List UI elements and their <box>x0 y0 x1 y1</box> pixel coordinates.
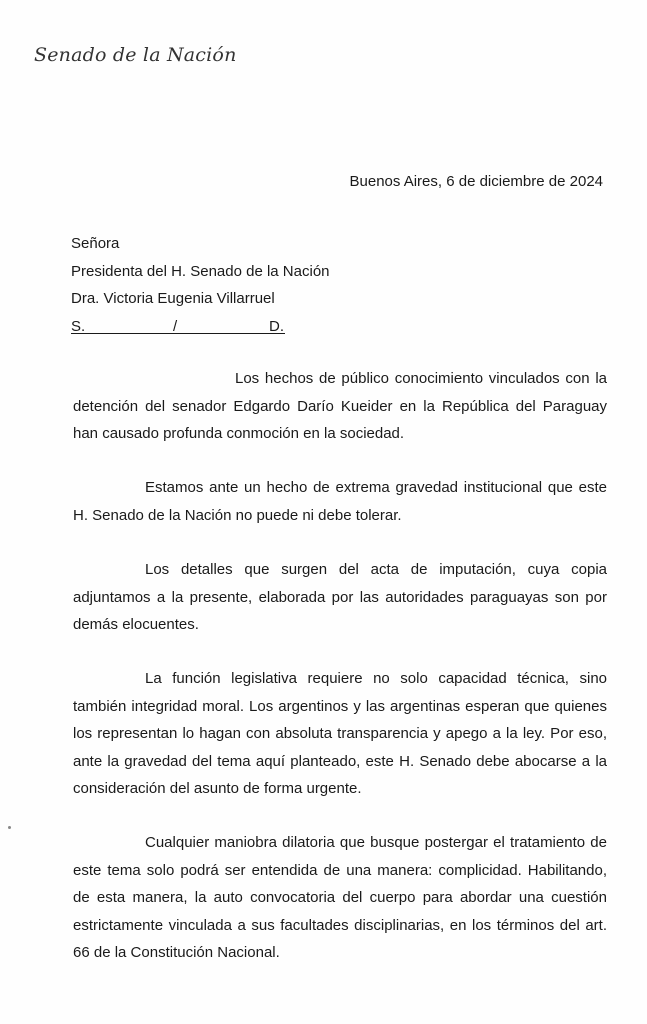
addressee-sd-line <box>71 313 285 340</box>
sd-slash: / <box>173 317 178 335</box>
paragraph-2 <box>73 474 607 529</box>
paragraph-5 <box>73 829 607 967</box>
paragraph-text: Cualquier maniobra dilatoria que busque postergar el tratamiento de este tema solo podrá ser entendida de una manera: complicidad. Habilitando, de esta manera, la auto convocatoria del cuerpo para abordar una cuestión estrictamente vinculada a sus facultades disciplinarias, en los términos del art. 66 de la Constitución Nacional. <box>73 834 607 961</box>
paragraph-text: Los hechos de público conocimiento vinculados con la detención del senador Edgardo Darío Kueider en la República del Paraguay han causado profunda conmoción en la sociedad. <box>73 370 607 442</box>
addressee-salutation: Señora <box>71 235 120 252</box>
addressee-title: Presidenta del H. Senado de la Nación <box>71 262 330 280</box>
letterhead-title: Senado de la Nación <box>34 44 237 66</box>
scan-speck <box>8 826 11 829</box>
sd-underline <box>71 333 285 334</box>
letter-date: Buenos Aires, 6 de diciembre de 2024 <box>349 173 603 190</box>
paragraph-4 <box>73 665 607 803</box>
addressee-name: Dra. Victoria Eugenia Villarruel <box>71 290 275 307</box>
addressee-block <box>71 230 330 340</box>
paragraph-text: Estamos ante un hecho de extrema gravedad institucional que este H. Senado de la Nación no puede ni debe tolerar. <box>73 479 607 524</box>
sd-d: D. <box>269 317 284 335</box>
sd-s: S. <box>71 317 86 335</box>
paragraph-text: Los detalles que surgen del acta de imputación, cuya copia adjuntamos a la presente, elaborada por las autoridades paraguayas son por demás elocuentes. <box>73 561 607 633</box>
paragraph-1 <box>73 365 607 448</box>
paragraph-3 <box>73 556 607 639</box>
paragraph-text: La función legislativa requiere no solo capacidad técnica, sino también integridad moral. Los argentinos y las argentinas esperan que quienes los representan lo hagan con absoluta transparencia y apego a la ley. Por eso, ante la gravedad del tema aquí planteado, este H. Senado debe abocarse a la consideración del asunto de forma urgente. <box>73 670 607 797</box>
